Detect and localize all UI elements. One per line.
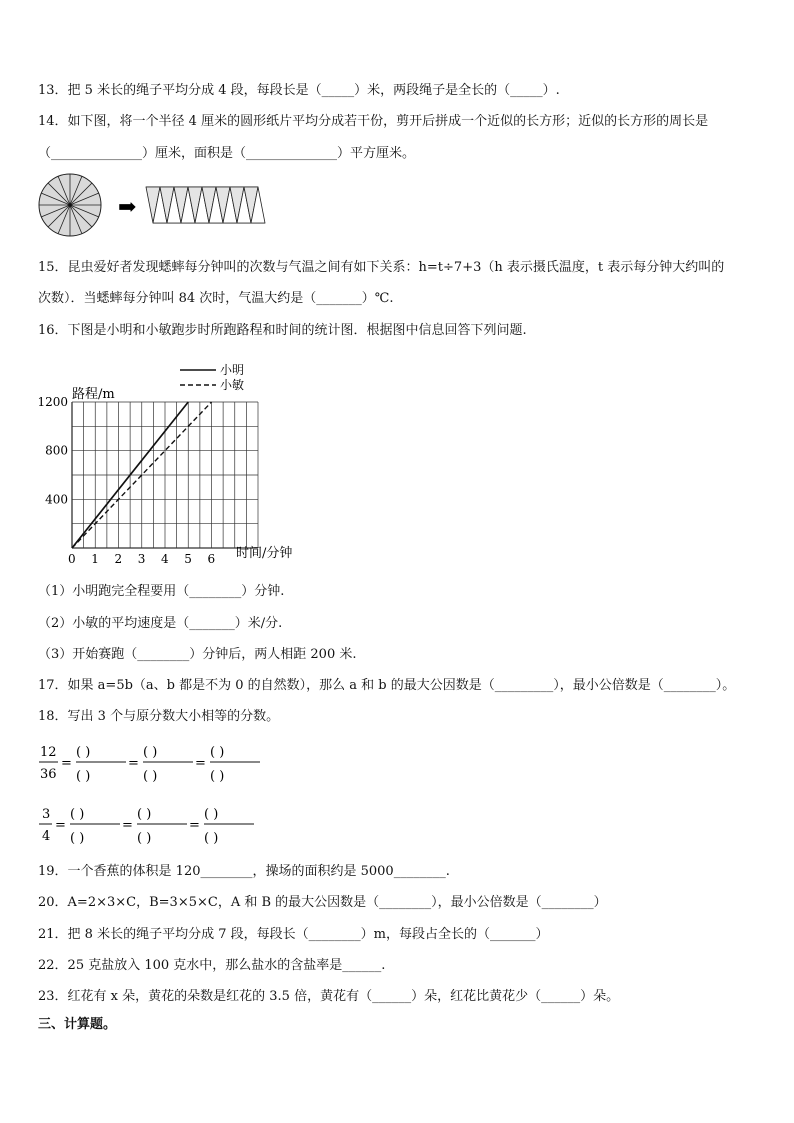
legend-label-xiaomin: 小敏	[220, 378, 245, 392]
equals-sign: =	[189, 818, 200, 833]
question-16-2: （2）小敏的平均速度是（_______）米/分.	[38, 616, 283, 631]
question-14-line-1: 14．如下图，将一个半径 4 厘米的圆形纸片平均分成若干份，剪开后拼成一个近似的长方形；近似的长方形的周长是	[38, 114, 709, 129]
x-tick-label: 6	[207, 552, 216, 566]
question-17: 17．如果 a=5b（a、b 都是不为 0 的自然数），那么 a 和 b 的最大公因数是（_________），最小公倍数是（________）。	[38, 678, 736, 693]
circle-to-rectangle-figure	[34, 170, 274, 240]
question-15-line-2: 次数）．当蟋蟀每分钟叫 84 次时，气温大约是（_______）℃.	[38, 291, 394, 306]
blank-numerator[interactable]: ( )	[76, 745, 91, 760]
question-14-line-2: （______________）厘米，面积是（______________）平方厘米。	[38, 146, 416, 161]
question-20: 20．A=2×3×C，B=3×5×C，A 和 B 的最大公因数是（________），最小公倍数是（________）	[38, 895, 607, 910]
fraction-row-1	[36, 738, 276, 788]
question-22: 22．25 克盐放入 100 克水中，那么盐水的含盐率是______.	[38, 958, 386, 973]
chart-grid	[72, 402, 258, 548]
fraction-1-numerator: 12	[40, 745, 57, 760]
y-tick-label: 1200	[37, 395, 68, 409]
blank-denominator[interactable]: ( )	[210, 769, 225, 784]
distance-time-chart	[30, 358, 330, 568]
x-tick-label: 2	[114, 552, 123, 566]
question-23: 23．红花有 x 朵，黄花的朵数是红花的 3.5 倍，黄花有（______）朵，红花比黄花少（______）朵。	[38, 989, 620, 1004]
question-16-1: （1）小明跑完全程要用（________）分钟.	[38, 584, 285, 599]
blank-numerator[interactable]: ( )	[143, 745, 158, 760]
x-tick-labels	[68, 552, 215, 566]
y-tick-label: 800	[45, 443, 68, 458]
blank-numerator[interactable]: ( )	[210, 745, 225, 760]
question-15-line-1: 15．昆虫爱好者发现蟋蟀每分钟叫的次数与气温之间有如下关系：h=t÷7+3（h 表示摄氏温度，t 表示每分钟大约叫的	[38, 260, 725, 275]
x-tick-label: 5	[184, 552, 192, 566]
approx-rectangle	[146, 187, 265, 223]
equals-sign: =	[61, 756, 72, 771]
blank-numerator[interactable]: ( )	[204, 807, 219, 822]
x-axis-label: 时间/分钟	[236, 546, 293, 561]
question-16: 16．下图是小明和小敏跑步时所跑路程和时间的统计图．根据图中信息回答下列问题.	[38, 323, 527, 338]
question-19: 19．一个香蕉的体积是 120________，操场的面积约是 5000________.	[38, 864, 450, 879]
y-tick-labels	[37, 395, 68, 506]
blank-denominator[interactable]: ( )	[76, 769, 91, 784]
blank-numerator[interactable]: ( )	[137, 807, 152, 822]
blank-denominator[interactable]: ( )	[137, 831, 152, 846]
blank-numerator[interactable]: ( )	[70, 807, 85, 822]
circle-center	[68, 203, 71, 206]
section-3-heading: 三、计算题。	[38, 1017, 117, 1032]
equals-sign: =	[195, 756, 206, 771]
legend-label-xiaoming: 小明	[220, 363, 245, 377]
fraction-1-denominator: 36	[40, 767, 57, 782]
x-tick-label: 0	[68, 552, 76, 566]
blank-denominator[interactable]: ( )	[143, 769, 158, 784]
sector-circle	[39, 174, 101, 236]
x-tick-label: 4	[161, 552, 169, 566]
y-axis-label: 路程/m	[72, 387, 115, 402]
right-arrow-icon: ➡	[118, 195, 137, 220]
y-tick-label: 400	[45, 492, 68, 507]
question-21: 21．把 8 米长的绳子平均分成 7 段，每段长（________）m，每段占全长的（_______）	[38, 927, 549, 942]
equals-sign: =	[128, 756, 139, 771]
fraction-row-2	[36, 800, 276, 850]
equals-sign: =	[55, 818, 66, 833]
x-tick-label: 1	[91, 552, 99, 566]
x-tick-label: 3	[137, 552, 146, 566]
blank-denominator[interactable]: ( )	[204, 831, 219, 846]
equals-sign: =	[122, 818, 133, 833]
question-18: 18．写出 3 个与原分数大小相等的分数。	[38, 709, 280, 724]
fraction-2-denominator: 4	[42, 829, 51, 844]
blank-denominator[interactable]: ( )	[70, 831, 85, 846]
fraction-2-numerator: 3	[42, 807, 51, 822]
question-13: 13．把 5 米长的绳子平均分成 4 段，每段长是（_____）米，两段绳子是全长的（_____）.	[38, 83, 560, 98]
question-16-3: （3）开始赛跑（________）分钟后，两人相距 200 米.	[38, 647, 357, 662]
